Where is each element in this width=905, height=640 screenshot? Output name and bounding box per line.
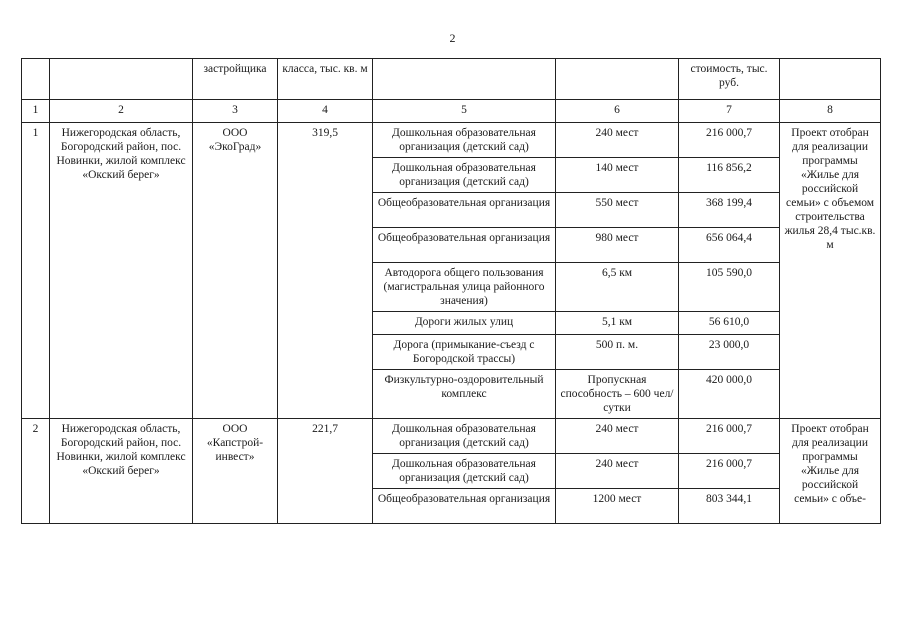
object-cost: 420 000,0	[679, 370, 780, 419]
column-number-row	[22, 100, 881, 123]
project-developer: ООО «ЭкоГрад»	[193, 123, 278, 419]
column-number: 3	[193, 100, 278, 123]
header-cell-developer: застройщика	[193, 59, 278, 100]
object-name: Дошкольная образовательная организация (детский сад)	[373, 454, 556, 489]
project-area: 221,7	[278, 419, 373, 524]
table-row	[22, 123, 881, 158]
column-number: 8	[780, 100, 881, 123]
object-capacity: 980 мест	[556, 228, 679, 263]
column-number: 2	[50, 100, 193, 123]
object-capacity: 240 мест	[556, 123, 679, 158]
object-capacity: 5,1 км	[556, 312, 679, 335]
header-cell	[373, 59, 556, 100]
project-developer: ООО «Капстрой-инвест»	[193, 419, 278, 524]
column-number: 4	[278, 100, 373, 123]
header-cell-cost: стоимость, тыс. руб.	[679, 59, 780, 100]
object-capacity: 1200 мест	[556, 489, 679, 524]
object-name: Дорога (примыкание-съезд с Богородской трассы)	[373, 335, 556, 370]
object-cost: 803 344,1	[679, 489, 780, 524]
page-number: 2	[449, 31, 456, 45]
header-cell	[22, 59, 50, 100]
project-note: Проект отобран для реализации программы «Жилье для российской семьи» с объемом строительства жилья 28,4 тыс.кв. м	[780, 123, 881, 419]
header-cell	[50, 59, 193, 100]
column-number: 7	[679, 100, 780, 123]
object-name: Физкультурно-оздоровительный комплекс	[373, 370, 556, 419]
object-cost: 368 199,4	[679, 193, 780, 228]
object-capacity: 240 мест	[556, 419, 679, 454]
object-capacity: 500 п. м.	[556, 335, 679, 370]
object-capacity: 6,5 км	[556, 263, 679, 312]
object-name: Дошкольная образовательная организация (детский сад)	[373, 158, 556, 193]
project-note: Проект отобран для реализации программы «Жилье для российской семьи» с объе-	[780, 419, 881, 524]
project-number: 2	[22, 419, 50, 524]
project-area: 319,5	[278, 123, 373, 419]
object-name: Дороги жилых улиц	[373, 312, 556, 335]
header-row	[22, 59, 881, 100]
project-location: Нижегородская область, Богородский район, пос. Новинки, жилой комплекс «Окский берег»	[50, 123, 193, 419]
column-number: 1	[22, 100, 50, 123]
table-body	[22, 59, 881, 524]
object-capacity: 550 мест	[556, 193, 679, 228]
object-cost: 105 590,0	[679, 263, 780, 312]
project-location: Нижегородская область, Богородский район, пос. Новинки, жилой комплекс «Окский берег»	[50, 419, 193, 524]
header-cell	[780, 59, 881, 100]
projects-table	[21, 58, 881, 524]
object-name: Дошкольная образовательная организация (детский сад)	[373, 419, 556, 454]
object-name: Дошкольная образовательная организация (детский сад)	[373, 123, 556, 158]
object-cost: 656 064,4	[679, 228, 780, 263]
object-cost: 23 000,0	[679, 335, 780, 370]
object-cost: 216 000,7	[679, 123, 780, 158]
object-name: Автодорога общего пользования (магистральная улица районного значения)	[373, 263, 556, 312]
object-capacity: 140 мест	[556, 158, 679, 193]
object-name: Общеобразовательная организация	[373, 489, 556, 524]
object-capacity: Пропускная способность – 600 чел/сутки	[556, 370, 679, 419]
project-number: 1	[22, 123, 50, 419]
column-number: 5	[373, 100, 556, 123]
column-number: 6	[556, 100, 679, 123]
object-cost: 216 000,7	[679, 419, 780, 454]
object-cost: 56 610,0	[679, 312, 780, 335]
table-row	[22, 419, 881, 454]
object-capacity: 240 мест	[556, 454, 679, 489]
object-cost: 116 856,2	[679, 158, 780, 193]
object-cost: 216 000,7	[679, 454, 780, 489]
header-cell	[556, 59, 679, 100]
header-cell-area: класса, тыс. кв. м	[278, 59, 373, 100]
object-name: Общеобразовательная организация	[373, 193, 556, 228]
object-name: Общеобразовательная организация	[373, 228, 556, 263]
